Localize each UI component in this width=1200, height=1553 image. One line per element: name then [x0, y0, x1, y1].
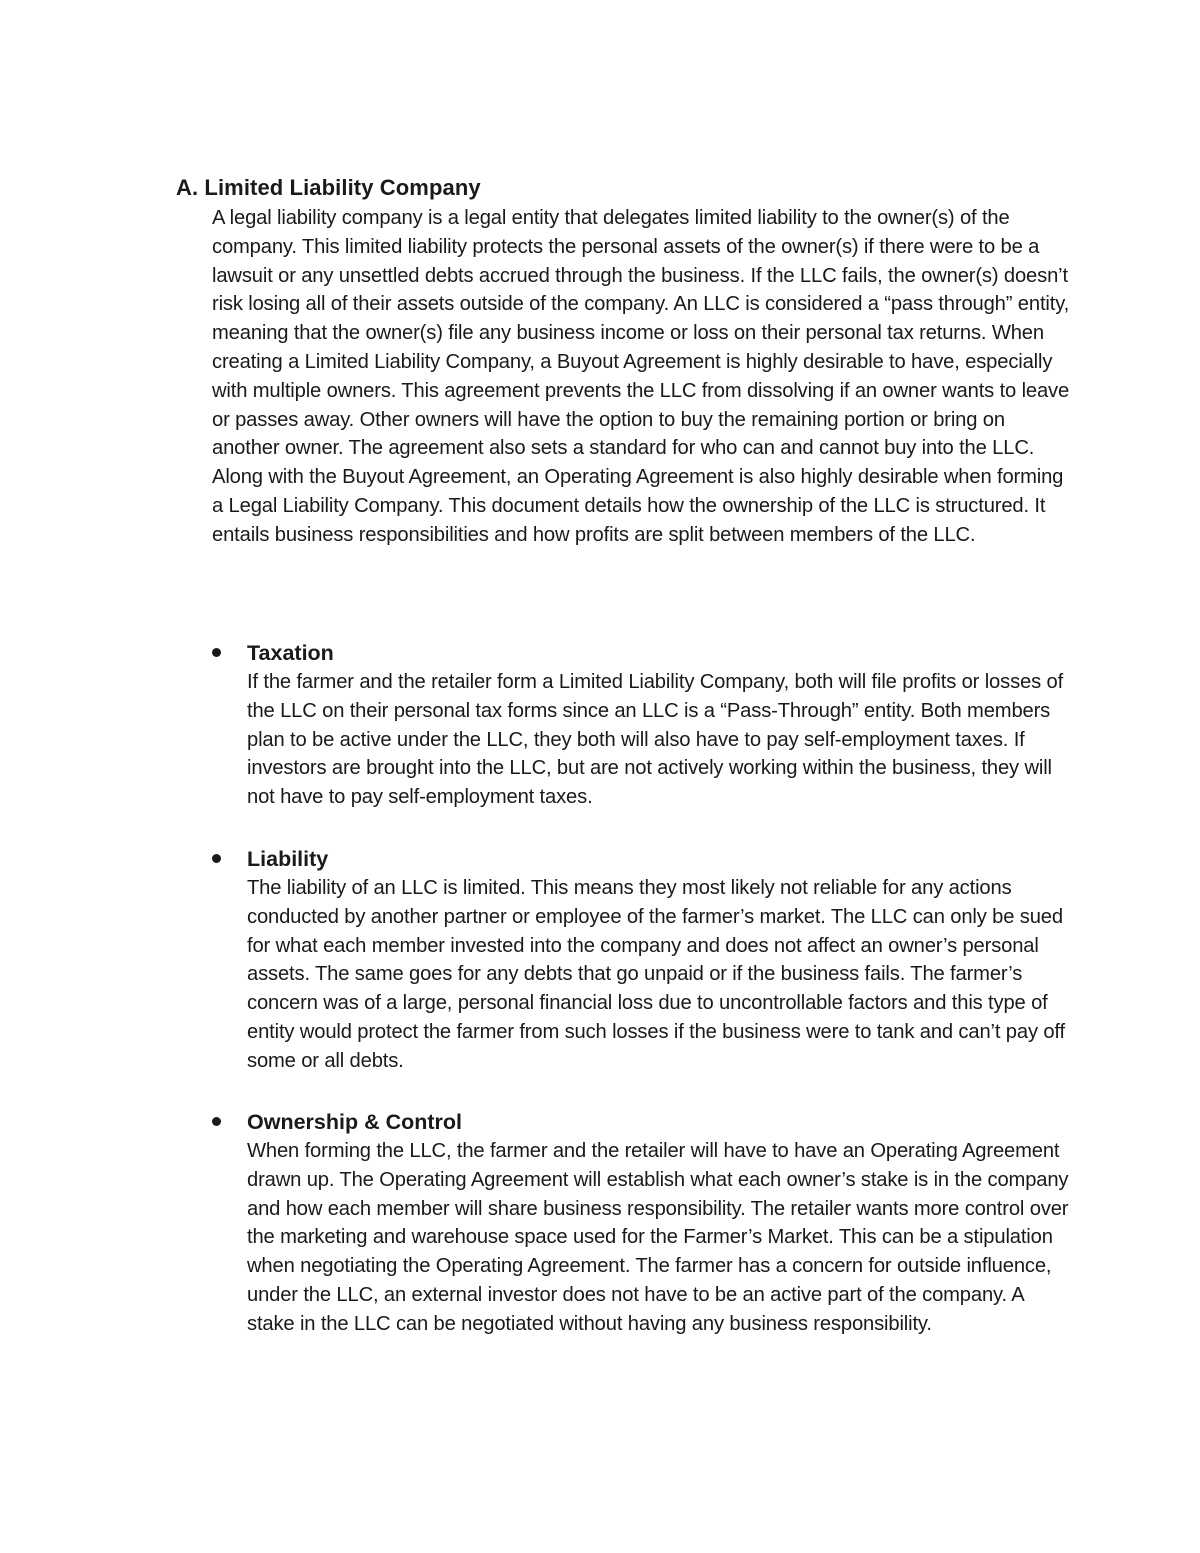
bullet-dot-icon — [212, 648, 221, 657]
bullet-title-taxation: Taxation — [247, 641, 334, 665]
bullet-title-liability: Liability — [247, 847, 329, 871]
intro-paragraph: A legal liability company is a legal entity that delegates limited liability to the owner(s) of the company. This limited liability protects the personal assets of the owner(s) if there were to be a lawsuit or any unsettled debts accrued through the business. If the LLC fails, the owner(s) doesn’t risk losing all of their assets outside of the company. An LLC is considered a “pass through” entity, meaning that the owner(s) file any business income or loss on their personal tax returns. When creating a Limited Liability Company, a Buyout Agreement is highly desirable to have, especially with multiple owners. This agreement prevents the LLC from dissolving if an owner wants to leave or passes away. Other owners will have the option to buy the remaining portion or bring on another owner. The agreement also sets a standard for who can and cannot buy into the LLC. Along with the Buyout Agreement, an Operating Agreement is also highly desirable when forming a Legal Liability Company. This document details how the ownership of the LLC is structured. It entails business responsibilities and how profits are split between members of the LLC. — [212, 207, 1070, 546]
bullet-body-liability: The liability of an LLC is limited. This means they most likely not reliable for any actions conducted by another partner or employee of the farmer’s market. The LLC can only be sued for what each member invested into the company and does not affect an owner’s personal assets. The same goes for any debts that go unpaid or if the business fails. The farmer’s concern was of a large, personal financial loss due to uncontrollable factors and this type of entity would protect the farmer from such losses if the business were to tank and can’t pay off some or all debts. — [247, 877, 1065, 1072]
bullet-body-taxation: If the farmer and the retailer form a Limited Liability Company, both will file profits or losses of the LLC on their personal tax forms since an LLC is a “Pass-Through” entity. Both members plan to be active under the LLC, they both will also have to pay self-employment taxes. If investors are brought into the LLC, but are not actively working within the business, they will not have to pay self-employment taxes. — [247, 671, 1064, 809]
section-heading: A. Limited Liability Company — [176, 175, 481, 200]
bullet-body-ownership-control: When forming the LLC, the farmer and the retailer will have to have an Operating Agreement drawn up. The Operating Agreement will establish what each owner’s stake is in the company and how each member will share business responsibility. The retailer wants more control over the marketing and warehouse space used for the Farmer’s Market. This can be a stipulation when negotiating the Operating Agreement. The farmer has a concern for outside influence, under the LLC, an external investor does not have to be an active part of the company. A stake in the LLC can be negotiated without having any business responsibility. — [247, 1140, 1069, 1335]
bullet-dot-icon — [212, 1117, 221, 1126]
bullet-dot-icon — [212, 854, 221, 863]
bullet-title-ownership-control: Ownership & Control — [247, 1110, 462, 1134]
